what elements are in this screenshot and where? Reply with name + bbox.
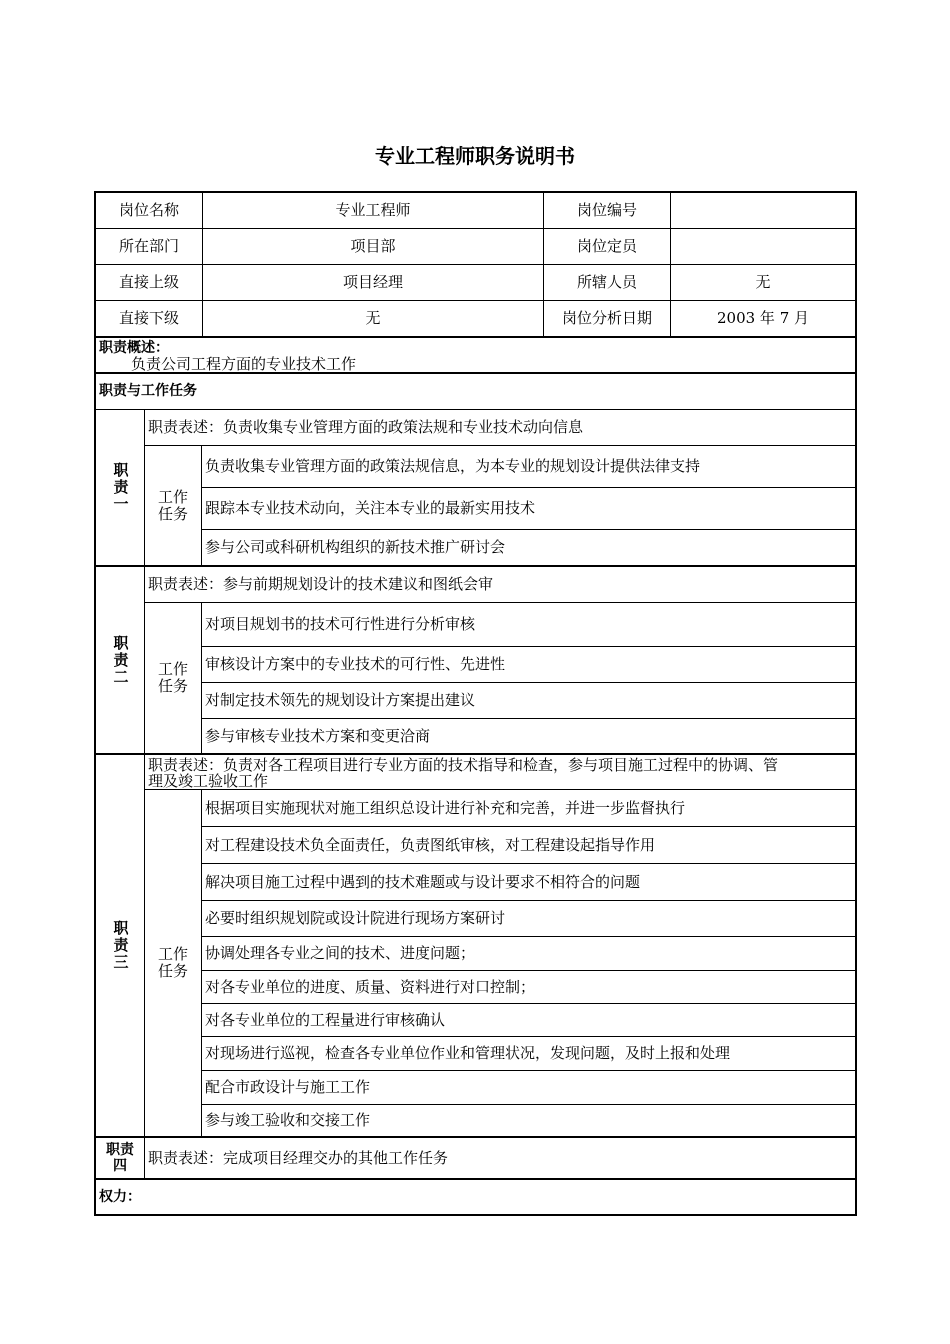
duty3-task: 必要时组织规划院或设计院进行现场方案研讨: [202, 901, 855, 937]
duty1-task: 跟踪本专业技术动向，关注本专业的最新实用技术: [202, 488, 855, 530]
duty2-task: 参与审核专业技术方案和变更洽商: [202, 719, 855, 755]
subordinates-value: 无: [671, 265, 855, 301]
headcount-label: 岗位定员: [544, 229, 671, 265]
duty-summary: [96, 338, 855, 374]
duty4-label: [96, 1138, 145, 1180]
department-label: 所在部门: [96, 229, 203, 265]
duty3-task: 对现场进行巡视，检查各专业单位作业和管理状况，发现问题，及时上报和处理: [202, 1037, 855, 1071]
duty3-description: [145, 755, 855, 790]
analysis-date-label: 岗位分析日期: [544, 301, 671, 338]
subordinates-label: 所辖人员: [544, 265, 671, 301]
headcount-value: [671, 229, 855, 265]
duty1-description: 职责表述：负责收集专业管理方面的政策法规和专业技术动向信息: [145, 410, 855, 446]
duty1-task: 参与公司或科研机构组织的新技术推广研讨会: [202, 530, 855, 567]
supervisor-value: 项目经理: [203, 265, 544, 301]
duty3-task: 对各专业单位的进度、质量、资料进行对口控制；: [202, 971, 855, 1004]
direct-reports-value: 无: [203, 301, 544, 338]
duty2-description: 职责表述：参与前期规划设计的技术建议和图纸会审: [145, 567, 855, 603]
analysis-date-value: 2003 年 7 月: [671, 301, 855, 338]
job-description-table: [94, 191, 857, 1216]
duty-summary-label: 职责概述：: [99, 340, 169, 356]
duty3-task-label: 工作任务: [145, 790, 202, 1138]
direct-reports-label: 直接下级: [96, 301, 203, 338]
department-value: 项目部: [203, 229, 544, 265]
duties-heading: 职责与工作任务: [96, 374, 855, 410]
duty3-task: 根据项目实施现状对施工组织总设计进行补充和完善，并进一步监督执行: [202, 790, 855, 827]
position-code-label: 岗位编号: [544, 193, 671, 229]
duty3-description-line1: 职责表述：负责对各工程项目进行专业方面的技术指导和检查，参与项目施工过程中的协调、管: [148, 756, 779, 774]
duty3-task: 参与竣工验收和交接工作: [202, 1105, 855, 1138]
duty1-task: 负责收集专业管理方面的政策法规信息，为本专业的规划设计提供法律支持: [202, 446, 855, 488]
duty3-label: 职责三: [96, 755, 145, 1138]
position-name-label: 岗位名称: [96, 193, 203, 229]
duty3-task: 配合市政设计与施工工作: [202, 1071, 855, 1105]
duty2-task: 对制定技术领先的规划设计方案提出建议: [202, 683, 855, 719]
duty1-label: 职责一: [96, 410, 145, 567]
duty3-task: 解决项目施工过程中遇到的技术难题或与设计要求不相符合的问题: [202, 864, 855, 901]
duty4-description: 职责表述：完成项目经理交办的其他工作任务: [145, 1138, 855, 1180]
duty2-label: 职责二: [96, 567, 145, 755]
duty3-task: 协调处理各专业之间的技术、进度问题；: [202, 937, 855, 971]
position-name-value: 专业工程师: [203, 193, 544, 229]
duty4-label-line1: 职责: [106, 1142, 134, 1158]
position-code-value: [671, 193, 855, 229]
duty3-description-line2: 理及竣工验收工作: [148, 772, 269, 790]
duty3-task: 对各专业单位的工程量进行审核确认: [202, 1004, 855, 1037]
duty1-task-label: 工作任务: [145, 446, 202, 567]
duty3-task: 对工程建设技术负全面责任，负责图纸审核，对工程建设起指导作用: [202, 827, 855, 864]
duty2-task: 审核设计方案中的专业技术的可行性、先进性: [202, 647, 855, 683]
duty4-label-line2: 四: [113, 1158, 127, 1174]
power-label: 权力：: [99, 1188, 141, 1205]
duty-summary-text: 负责公司工程方面的专业技术工作: [131, 355, 357, 373]
duty2-task-label: 工作任务: [145, 603, 202, 755]
duty2-task: 对项目规划书的技术可行性进行分析审核: [202, 603, 855, 647]
supervisor-label: 直接上级: [96, 265, 203, 301]
page-title: 专业工程师职务说明书: [375, 144, 575, 168]
